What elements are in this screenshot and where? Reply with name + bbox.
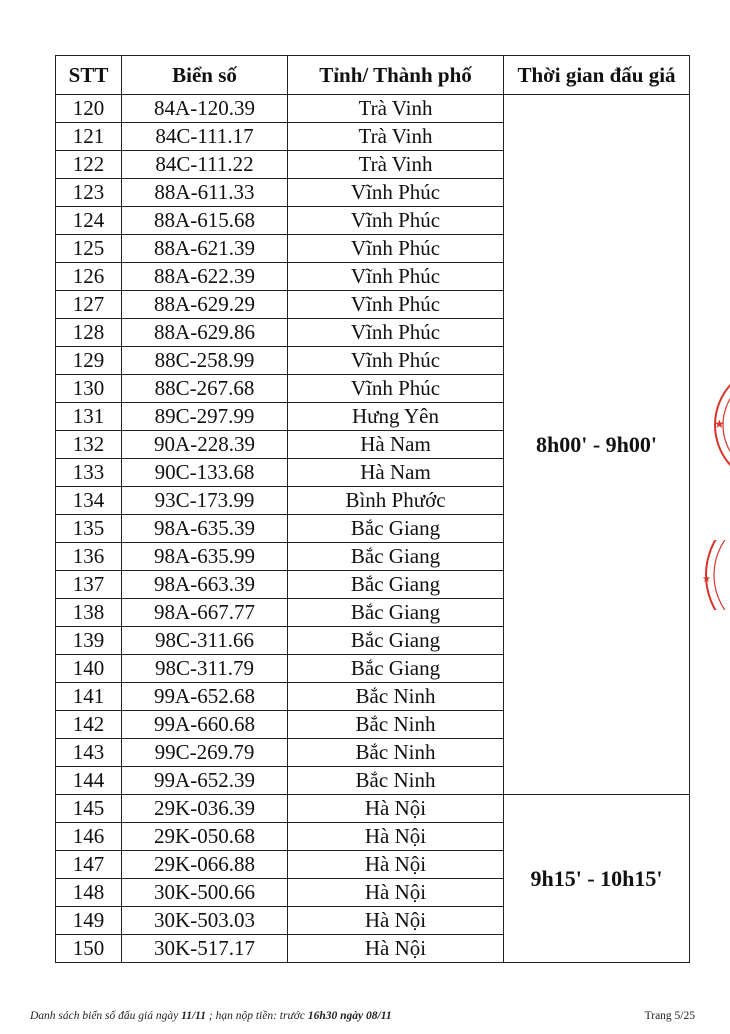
cell-province: Hà Nam xyxy=(288,459,504,487)
cell-plate: 29K-050.68 xyxy=(122,823,288,851)
cell-stt: 126 xyxy=(56,263,122,291)
cell-province: Trà Vinh xyxy=(288,151,504,179)
cell-plate: 99A-652.39 xyxy=(122,767,288,795)
cell-stt: 142 xyxy=(56,711,122,739)
cell-stt: 139 xyxy=(56,627,122,655)
cell-stt: 145 xyxy=(56,795,122,823)
cell-plate: 98A-635.99 xyxy=(122,543,288,571)
header-province: Tỉnh/ Thành phố xyxy=(288,56,504,95)
cell-stt: 143 xyxy=(56,739,122,767)
cell-stt: 132 xyxy=(56,431,122,459)
cell-plate: 88A-611.33 xyxy=(122,179,288,207)
cell-province: Bắc Ninh xyxy=(288,739,504,767)
cell-province: Bắc Giang xyxy=(288,655,504,683)
cell-stt: 123 xyxy=(56,179,122,207)
cell-stt: 147 xyxy=(56,851,122,879)
cell-plate: 29K-066.88 xyxy=(122,851,288,879)
cell-province: Bình Phước xyxy=(288,487,504,515)
cell-stt: 131 xyxy=(56,403,122,431)
cell-plate: 84C-111.22 xyxy=(122,151,288,179)
cell-stt: 140 xyxy=(56,655,122,683)
auction-table xyxy=(55,55,690,963)
cell-plate: 84A-120.39 xyxy=(122,95,288,123)
cell-plate: 30K-517.17 xyxy=(122,935,288,963)
cell-province: Hà Nội xyxy=(288,823,504,851)
cell-stt: 130 xyxy=(56,375,122,403)
cell-stt: 128 xyxy=(56,319,122,347)
cell-province: Hà Nội xyxy=(288,935,504,963)
cell-plate: 30K-503.03 xyxy=(122,907,288,935)
footer-deadline: 16h30 ngày 08/11 xyxy=(307,1010,392,1022)
header-auction-time: Thời gian đấu giá xyxy=(504,56,690,95)
cell-plate: 99C-269.79 xyxy=(122,739,288,767)
footer-text-prefix: Danh sách biển số đấu giá ngày xyxy=(30,1010,182,1022)
cell-province: Trà Vinh xyxy=(288,123,504,151)
table-row xyxy=(56,795,690,823)
cell-plate: 88C-267.68 xyxy=(122,375,288,403)
cell-plate: 98C-311.79 xyxy=(122,655,288,683)
cell-province: Bắc Ninh xyxy=(288,683,504,711)
cell-plate: 90A-228.39 xyxy=(122,431,288,459)
cell-plate: 84C-111.17 xyxy=(122,123,288,151)
cell-province: Vĩnh Phúc xyxy=(288,319,504,347)
cell-stt: 135 xyxy=(56,515,122,543)
footer-text-mid: ; hạn nộp tiền: trước xyxy=(206,1010,308,1022)
cell-stt: 144 xyxy=(56,767,122,795)
cell-plate: 88C-258.99 xyxy=(122,347,288,375)
cell-province: Hưng Yên xyxy=(288,403,504,431)
table-row xyxy=(56,95,690,123)
cell-province: Vĩnh Phúc xyxy=(288,235,504,263)
red-stamp-seal-fragment xyxy=(696,540,730,610)
header-plate: Biển số xyxy=(122,56,288,95)
cell-stt: 127 xyxy=(56,291,122,319)
red-stamp-seal xyxy=(700,370,730,480)
cell-plate: 98C-311.66 xyxy=(122,627,288,655)
cell-plate: 90C-133.68 xyxy=(122,459,288,487)
page-footer xyxy=(30,1010,700,1022)
cell-stt: 121 xyxy=(56,123,122,151)
cell-stt: 124 xyxy=(56,207,122,235)
cell-province: Bắc Ninh xyxy=(288,767,504,795)
table-header-row xyxy=(56,56,690,95)
cell-plate: 98A-635.39 xyxy=(122,515,288,543)
cell-province: Hà Nội xyxy=(288,879,504,907)
cell-plate: 88A-629.86 xyxy=(122,319,288,347)
cell-stt: 125 xyxy=(56,235,122,263)
cell-province: Hà Nội xyxy=(288,907,504,935)
cell-plate: 88A-629.29 xyxy=(122,291,288,319)
page-number: Trang 5/25 xyxy=(644,1010,695,1022)
cell-plate: 88A-621.39 xyxy=(122,235,288,263)
cell-plate: 88A-615.68 xyxy=(122,207,288,235)
cell-stt: 141 xyxy=(56,683,122,711)
cell-stt: 136 xyxy=(56,543,122,571)
cell-province: Bắc Giang xyxy=(288,627,504,655)
cell-province: Bắc Ninh xyxy=(288,711,504,739)
cell-stt: 122 xyxy=(56,151,122,179)
cell-stt: 146 xyxy=(56,823,122,851)
cell-auction-time: 9h15' - 10h15' xyxy=(504,795,690,963)
cell-plate: 93C-173.99 xyxy=(122,487,288,515)
header-stt: STT xyxy=(56,56,122,95)
cell-province: Vĩnh Phúc xyxy=(288,263,504,291)
cell-stt: 129 xyxy=(56,347,122,375)
cell-stt: 148 xyxy=(56,879,122,907)
cell-plate: 30K-500.66 xyxy=(122,879,288,907)
cell-plate: 89C-297.99 xyxy=(122,403,288,431)
cell-stt: 149 xyxy=(56,907,122,935)
cell-stt: 137 xyxy=(56,571,122,599)
cell-plate: 98A-667.77 xyxy=(122,599,288,627)
cell-stt: 120 xyxy=(56,95,122,123)
cell-stt: 134 xyxy=(56,487,122,515)
cell-province: Vĩnh Phúc xyxy=(288,207,504,235)
cell-province: Hà Nội xyxy=(288,851,504,879)
cell-province: Bắc Giang xyxy=(288,515,504,543)
cell-stt: 138 xyxy=(56,599,122,627)
svg-text:★: ★ xyxy=(714,417,725,431)
cell-province: Bắc Giang xyxy=(288,599,504,627)
cell-plate: 29K-036.39 xyxy=(122,795,288,823)
cell-province: Vĩnh Phúc xyxy=(288,347,504,375)
cell-plate: 99A-660.68 xyxy=(122,711,288,739)
cell-province: Hà Nội xyxy=(288,795,504,823)
svg-text:★: ★ xyxy=(702,574,711,585)
cell-province: Trà Vinh xyxy=(288,95,504,123)
cell-province: Vĩnh Phúc xyxy=(288,291,504,319)
cell-plate: 98A-663.39 xyxy=(122,571,288,599)
cell-province: Bắc Giang xyxy=(288,543,504,571)
cell-stt: 133 xyxy=(56,459,122,487)
cell-plate: 88A-622.39 xyxy=(122,263,288,291)
cell-province: Bắc Giang xyxy=(288,571,504,599)
cell-province: Vĩnh Phúc xyxy=(288,375,504,403)
footer-date: 11/11 xyxy=(181,1010,207,1022)
cell-auction-time: 8h00' - 9h00' xyxy=(504,95,690,795)
cell-province: Vĩnh Phúc xyxy=(288,179,504,207)
cell-province: Hà Nam xyxy=(288,431,504,459)
cell-stt: 150 xyxy=(56,935,122,963)
cell-plate: 99A-652.68 xyxy=(122,683,288,711)
table-body xyxy=(56,95,690,963)
